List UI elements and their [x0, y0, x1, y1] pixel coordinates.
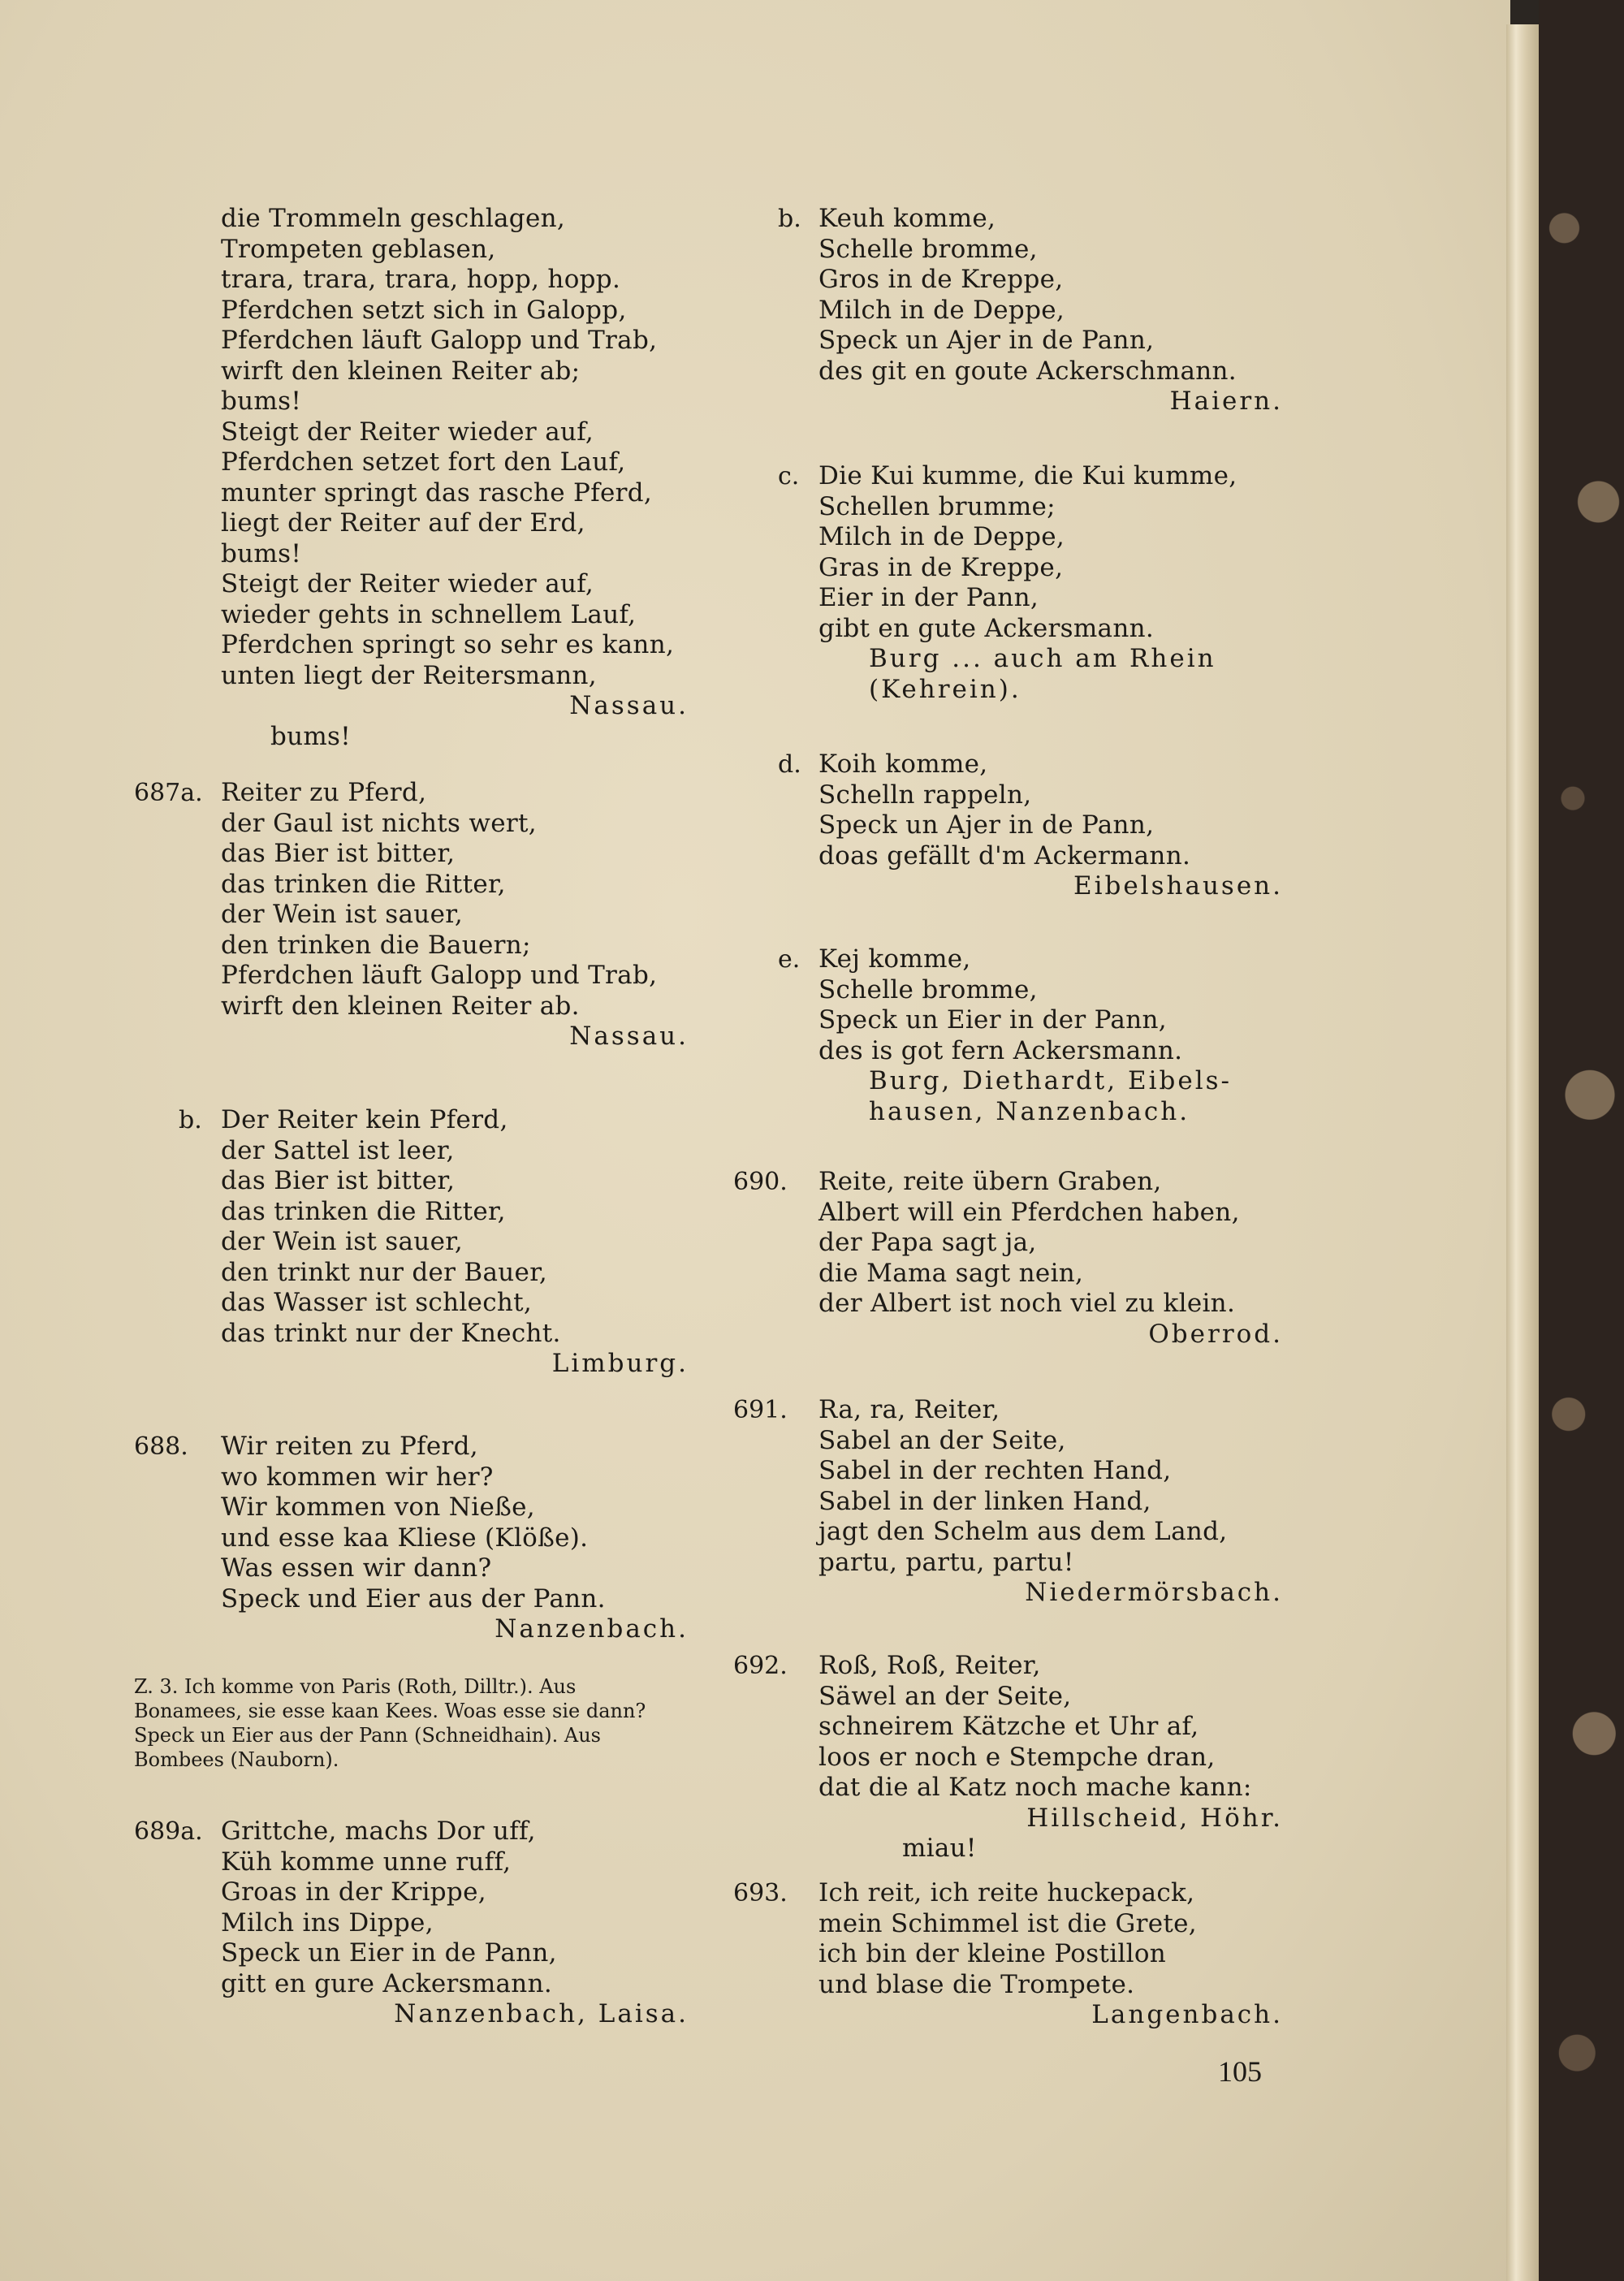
verse-line: des git en goute Ackerschmann. [818, 356, 1237, 386]
verse-line: Steigt der Reiter wieder auf, [221, 417, 594, 447]
verse-line: Milch in de Deppe, [818, 522, 1065, 551]
verse-line: miau! [901, 1834, 977, 1863]
place-name: Haiern. [1169, 387, 1283, 416]
verse-line: Pferdchen setzt sich in Galopp, [221, 295, 627, 325]
verse-line: das trinkt nur der Knecht. [221, 1318, 561, 1348]
verse-line: liegt der Reiter auf der Erd, [221, 508, 585, 538]
verse-line: das Bier ist bitter, [221, 839, 456, 868]
place-name: Nanzenbach, Laisa. [394, 1999, 689, 2028]
verse-line: und blase die Trompete. [818, 1969, 1135, 1999]
verse-687b [221, 1105, 689, 1380]
verse-line: Ich reit, ich reite huckepack, [818, 1878, 1195, 1907]
verse-line: bums! [221, 538, 302, 568]
verse-line: Albert will ein Pferdchen haben, [818, 1197, 1240, 1227]
verse-line: Sabel an der Seite, [818, 1425, 1066, 1455]
entry-number: c. [778, 462, 800, 490]
place-name: Burg ... auch am Rhein [869, 644, 1216, 673]
place-name: hausen, Nanzenbach. [869, 1096, 1190, 1126]
verse-line: Gras in de Kreppe, [818, 552, 1064, 582]
verse-line: Pferdchen läuft Galopp und Trab, [221, 961, 658, 990]
verse-line: schneirem Kätzche et Uhr af, [818, 1712, 1199, 1741]
entry-number: 689a. [134, 1817, 203, 1846]
verse-line: wo kommen wir her? [221, 1462, 494, 1492]
entry-number: b. [179, 1106, 202, 1134]
footnote-line: Bombees (Nauborn). [134, 1748, 339, 1771]
verse-line: munter springt das rasche Pferd, [221, 477, 653, 508]
place-name: Limburg. [551, 1349, 689, 1378]
verse-line: Pferdchen läuft Galopp und Trab, [221, 326, 658, 355]
verse-line: Der Reiter kein Pferd, [221, 1105, 508, 1134]
place-name: Nanzenbach. [495, 1614, 689, 1644]
place-name: Nassau. [569, 691, 689, 720]
verse-line: Keuh komme, [818, 204, 996, 233]
verse-line: Speck un Ajer in de Pann, [818, 810, 1155, 840]
place-name: Burg, Diethardt, Eibels- [869, 1066, 1232, 1095]
verse-line: partu, partu, partu! [818, 1547, 1074, 1577]
place-name: Eibelshausen. [1073, 871, 1283, 901]
verse-line: Reite, reite übern Graben, [818, 1167, 1162, 1196]
verse-690 [818, 1167, 1283, 1350]
verse-line: Grittche, machs Dor uff, [221, 1817, 536, 1846]
verse-689e [818, 944, 1283, 1127]
verse-line: ich bin der kleine Postillon [818, 1939, 1167, 1968]
entry-number: 690. [733, 1168, 788, 1196]
verse-line: trara, trara, trara, hopp, hopp. [221, 265, 621, 294]
verse-line: die Mama sagt nein, [818, 1258, 1084, 1288]
verse-line: Was essen wir dann? [221, 1553, 492, 1583]
verse-line: der Papa sagt ja, [818, 1228, 1037, 1257]
verse-line: Küh komme unne ruff, [221, 1847, 512, 1877]
verse-line: das Wasser ist schlecht, [221, 1288, 533, 1317]
verse-689b [818, 204, 1283, 417]
verse-line: den trinkt nur der Bauer, [221, 1257, 548, 1287]
verse-line: Speck un Eier in de Pann, [221, 1938, 557, 1968]
entry-number: 688. [134, 1432, 188, 1461]
verse-line: Trompeten geblasen, [221, 234, 496, 264]
verse-line: der Wein ist sauer, [221, 900, 464, 929]
verse-line: Speck un Eier in der Pann, [818, 1005, 1167, 1035]
verse-line-with-place [221, 691, 689, 751]
verse-688 [221, 1432, 689, 1645]
verse-line: gibt en gute Ackersmann. [818, 613, 1155, 643]
verse-line: Schelle bromme, [818, 234, 1038, 264]
entry-number: 691. [733, 1396, 788, 1424]
verse-line: jagt den Schelm aus dem Land, [818, 1517, 1228, 1546]
verse-line: bums! [221, 387, 302, 416]
verse-line: Milch in de Deppe, [818, 295, 1065, 325]
verse-line: loos er noch e Stempche dran, [818, 1742, 1216, 1772]
verse-line: wirft den kleinen Reiter ab. [221, 991, 580, 1021]
entry-number: d. [778, 750, 801, 779]
verse-line: doas gefällt d'm Ackermann. [818, 840, 1191, 870]
verse-line: Gros in de Kreppe, [818, 265, 1064, 294]
verse-line: Schellen brumme; [818, 491, 1056, 521]
verse-line: Steigt der Reiter wieder auf, [221, 569, 594, 598]
verse-line: der Sattel ist leer, [221, 1135, 455, 1165]
verse-line: Die Kui kumme, die Kui kumme, [818, 461, 1237, 490]
footnote-line: Z. 3. Ich komme von Paris (Roth, Dilltr.). Aus [134, 1675, 577, 1698]
verse-line: wirft den kleinen Reiter ab; [221, 356, 581, 386]
verse-line: Groas in der Krippe, [221, 1877, 486, 1907]
verse-line: Wir reiten zu Pferd, [221, 1432, 478, 1461]
entry-number: 687a. [134, 779, 203, 807]
page-edge [1506, 24, 1539, 2281]
verse-line: mein Schimmel ist die Grete, [818, 1908, 1197, 1938]
place-name: Niedermörsbach. [1025, 1578, 1283, 1607]
verse-689d [818, 750, 1283, 902]
verse-line: Wir kommen von Nieße, [221, 1493, 535, 1522]
verse-689c [818, 461, 1283, 705]
verse-line: Pferdchen springt so sehr es kann, [221, 630, 675, 659]
verse-line: unten liegt der Reitersmann, [221, 660, 597, 690]
entry-number: 692. [733, 1652, 788, 1680]
footnote-line: Bonamees, sie esse kaan Kees. Woas esse sie dann? [134, 1700, 646, 1722]
verse-line: Sabel in der rechten Hand, [818, 1456, 1172, 1485]
verse-line: das Bier ist bitter, [221, 1166, 456, 1195]
verse-line: den trinken die Bauern; [221, 930, 531, 960]
verse-line: Koih komme, [818, 750, 988, 779]
verse-line: dat die al Katz noch mache kann: [818, 1773, 1252, 1802]
verse-line: Pferdchen setzet fort den Lauf, [221, 447, 626, 477]
place-name: Nassau. [569, 1022, 689, 1051]
verse-line: Kej komme, [818, 944, 971, 974]
verse-689a [221, 1817, 689, 2030]
page-number: 105 [1218, 2055, 1262, 2088]
verse-line: Speck und Eier aus der Pann. [221, 1583, 606, 1614]
place-name: Hillscheid, Höhr. [1026, 1803, 1283, 1833]
verse-687a [221, 778, 689, 1052]
verse-line: Ra, ra, Reiter, [818, 1395, 1000, 1424]
footnote [134, 1674, 694, 1772]
book-cover [1539, 0, 1624, 2281]
verse-line-with-place [818, 1803, 1283, 1863]
verse-line: des is got fern Ackersmann. [818, 1035, 1183, 1065]
verse-continuation [221, 204, 689, 751]
verse-693 [818, 1878, 1283, 2031]
verse-691 [818, 1395, 1283, 1609]
verse-line: Milch ins Dippe, [221, 1907, 434, 1938]
verse-line: der Wein ist sauer, [221, 1227, 464, 1256]
verse-line: Schelle bromme, [818, 974, 1038, 1004]
verse-line: gitt en gure Ackersmann. [221, 1968, 552, 1998]
verse-line: Schelln rappeln, [818, 780, 1032, 810]
verse-line: und esse kaa Kliese (Klöße). [221, 1523, 589, 1553]
entry-number: b. [778, 205, 801, 233]
verse-line: der Gaul ist nichts wert, [221, 808, 537, 838]
footnote-line: Speck un Eier aus der Pann (Schneidhain). Aus [134, 1724, 601, 1747]
place-name: (Kehrein). [869, 674, 1021, 704]
place-name: Langenbach. [1091, 2000, 1283, 2029]
verse-692 [818, 1651, 1283, 1863]
verse-line: Roß, Roß, Reiter, [818, 1651, 1041, 1680]
verse-line: Sabel in der linken Hand, [818, 1486, 1151, 1516]
verse-line: das trinken die Ritter, [221, 869, 506, 899]
entry-number: 693. [733, 1879, 788, 1907]
verse-line: wieder gehts in schnellem Lauf, [221, 599, 637, 629]
verse-line: bums! [270, 721, 352, 751]
verse-line: Speck un Ajer in de Pann, [818, 326, 1155, 355]
verse-line: die Trommeln geschlagen, [221, 204, 566, 233]
verse-line: Reiter zu Pferd, [221, 778, 427, 807]
verse-line: Eier in der Pann, [818, 583, 1039, 612]
verse-line: Säwel an der Seite, [818, 1681, 1072, 1711]
entry-number: e. [778, 945, 801, 974]
place-name: Oberrod. [1148, 1319, 1283, 1349]
verse-line: der Albert ist noch viel zu klein. [818, 1289, 1236, 1318]
verse-line: das trinken die Ritter, [221, 1196, 506, 1226]
